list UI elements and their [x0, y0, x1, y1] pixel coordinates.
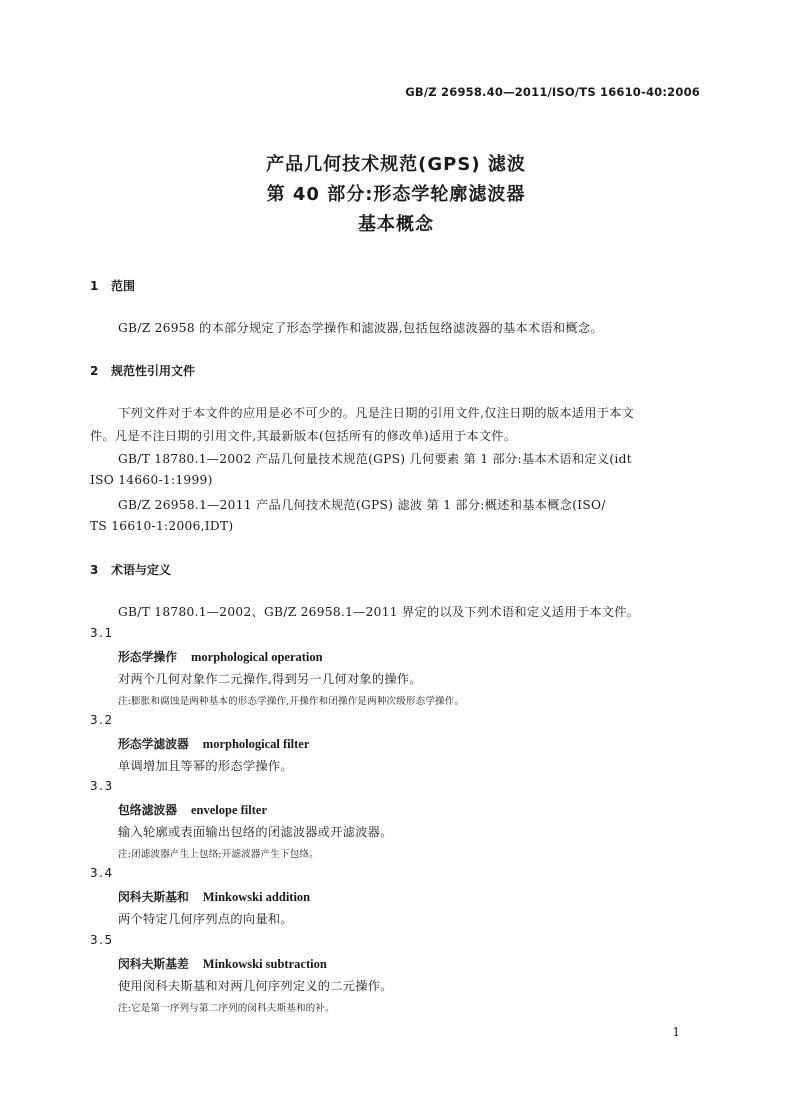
- term-zh: 闵科夫斯基和: [118, 890, 189, 904]
- term-note: 注:闭滤波器产生上包络;开滤波器产生下包络。: [118, 849, 319, 860]
- term-zh: 闵科夫斯基差: [118, 957, 189, 971]
- section-number: 3: [90, 563, 99, 577]
- term-definition: 单调增加且等幂的形态学操作。: [118, 759, 293, 773]
- term-heading: [118, 735, 309, 752]
- section-title: 术语与定义: [111, 563, 172, 577]
- term-zh: 形态学操作: [118, 650, 177, 664]
- clause-number: 3.4: [90, 866, 114, 880]
- clause-number: 3.3: [90, 779, 114, 793]
- normative-paragraph-line-2: 件。凡是不注日期的引用文件,其最新版本(包括所有的修改单)适用于本文件。: [90, 429, 517, 443]
- term-en: morphological filter: [202, 737, 310, 751]
- term-note: 注:它是第一序列与第二序列的闵科夫斯基和的补。: [118, 1003, 335, 1014]
- title-line-3: 基本概念: [358, 214, 434, 235]
- term-en: Minkowski addition: [202, 890, 311, 904]
- section-title: 规范性引用文件: [111, 364, 196, 378]
- reference-1-line-2: ISO 14660-1:1999): [90, 473, 213, 487]
- term-definition: 两个特定几何序列点的向量和。: [118, 912, 293, 926]
- term-definition: 对两个几何对象作二元操作,得到另一几何对象的操作。: [118, 672, 422, 686]
- terms-intro: GB/T 18780.1—2002、GB/Z 26958.1—2011 界定的以及下列术语和定义适用于本文件。: [118, 605, 640, 619]
- section-1-heading: [90, 277, 135, 294]
- term-zh: 形态学滤波器: [118, 737, 189, 751]
- section-title: 范围: [111, 279, 136, 293]
- clause-number: 3.1: [90, 626, 114, 640]
- term-zh: 包络滤波器: [118, 803, 177, 817]
- reference-1-line-1: GB/T 18780.1—2002 产品几何量技术规范(GPS) 几何要素 第 1 部分:基本术语和定义(idt: [118, 452, 632, 466]
- title-line-2: 第 40 部分:形态学轮廓滤波器: [266, 184, 526, 205]
- clause-number: 3.5: [90, 933, 114, 947]
- clause-number: 3.2: [90, 713, 114, 727]
- section-2-heading: [90, 362, 195, 379]
- term-en: envelope filter: [191, 803, 268, 817]
- term-note: 注:膨胀和腐蚀是两种基本的形态学操作,开操作和闭操作是两种次级形态学操作。: [118, 696, 465, 707]
- section-3-heading: [90, 561, 171, 578]
- term-en: Minkowski subtraction: [202, 957, 327, 971]
- title-line-1: 产品几何技术规范(GPS) 滤波: [266, 154, 526, 175]
- term-heading: [118, 955, 327, 972]
- term-heading: [118, 801, 267, 818]
- reference-2-line-1: GB/Z 26958.1—2011 产品几何技术规范(GPS) 滤波 第 1 部分:概述和基本概念(ISO/: [118, 498, 606, 512]
- term-en: morphological operation: [191, 650, 323, 664]
- section-number: 2: [90, 364, 99, 378]
- scope-paragraph: GB/Z 26958 的本部分规定了形态学操作和滤波器,包括包络滤波器的基本术语和概念。: [118, 321, 603, 335]
- term-heading: [118, 648, 323, 665]
- page-number: 1: [672, 1025, 680, 1039]
- term-definition: 输入轮廓或表面输出包络的闭滤波器或开滤波器。: [118, 825, 393, 839]
- section-number: 1: [90, 279, 99, 293]
- reference-2-line-2: TS 16610-1:2006,IDT): [90, 519, 234, 533]
- standard-code: GB/Z 26958.40—2011/ISO/TS 16610-40:2006: [405, 85, 700, 99]
- normative-paragraph-line-1: 下列文件对于本文件的应用是必不可少的。凡是注日期的引用文件,仅注日期的版本适用于本文: [118, 406, 635, 420]
- term-definition: 使用闵科夫斯基和对两几何序列定义的二元操作。: [118, 979, 393, 993]
- term-heading: [118, 888, 310, 905]
